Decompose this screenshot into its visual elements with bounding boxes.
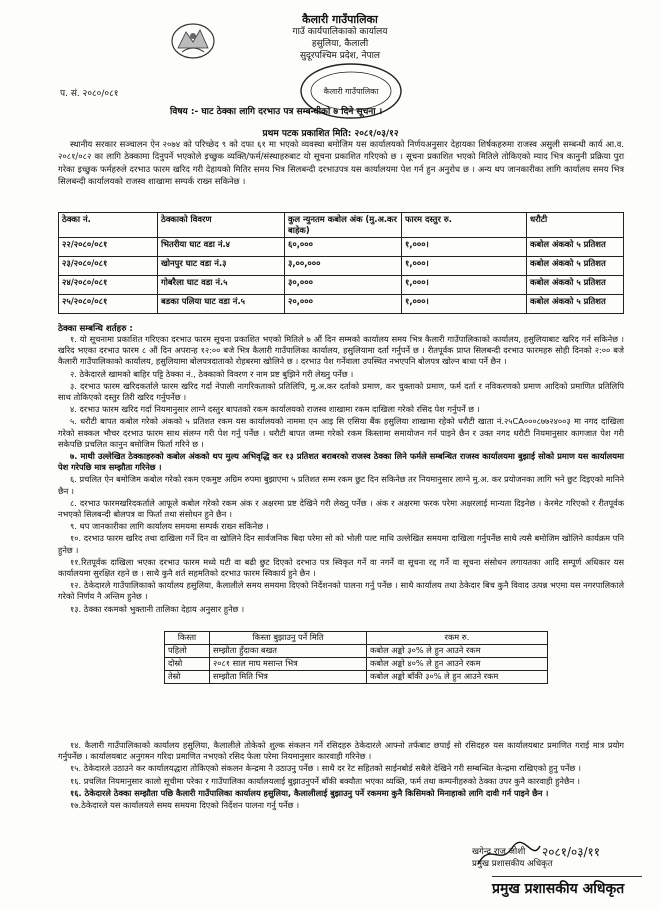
- table-cell: गोबरैला घाट वडा नं.५: [158, 276, 285, 295]
- payment-table-header: [165, 632, 548, 645]
- table-cell: १,०००।: [402, 238, 527, 257]
- province-name: सुदूरपश्चिम प्रदेश, नेपाल: [299, 51, 381, 61]
- condition-item: ३. दरभाउ फारम खरिदकर्ताले फारम खरिद गर्दा नेपाली नागरिकताको प्रतिलिपि, मु.अ.कर दर्ताको प्रमाण, कर चुक्ताको प्रमाण, फर्म दर्ता र नविकरणको प्रमाण आदिको प्रमाणित प्रतिलिपि साथ तोकिएको दस्तुर तिरी खरिद गर्नुपर्नेछ ।: [58, 380, 624, 403]
- condition-item: १०. दरभाउ फारम खरिद तथा दाखिला गर्ने दिन वा खोलिने दिन सार्वजनिक बिदा परेमा सो को भोली पल्ट माथि उल्लेखित समयमा दाखिला गर्नुपर्नेछ साथै त्यसै बमोजिम खोलिने कार्यक्रम पनि हुनेछ ।: [58, 533, 624, 555]
- office-name: गाउँ कार्यपालिकाको कार्यालय: [292, 27, 388, 37]
- condition-item: १. यो सूचनामा प्रकाशित गरिएका दरभाउ फारम सूचना प्रकाशित भएको मितिले ७ औं दिन सम्मको कार्यालय समय भित्र कैलारी गाउँपालिकाको कार्यालय, हसुलियाबाट खरिद गर्न सकिनेछ । खरिद भएका दरभाउ फारम ८ औं दिन अपरान्ह १२:०० बजे भित्र कैलारी गाउँपालिका कार्यालय, हसुलियामा दर्ता गर्नुपर्ने छ । रीतपूर्वक प्राप्त सिलबन्दी दरभाउ फारमहरु सोही दिनको २:०० बजे कैलारी गाउँपालिकाको कार्यालय, हसुलियामा बोलपत्रदाताको रोहबरमा खोलिने छ । दरभाउ पेश गर्नेवाला उपस्थित नभएपनि बोलपत्र खोल्न बाधा पर्ने छैन ।: [58, 334, 624, 367]
- condition-item: ९. थप जानकारीका लागि कार्यालय समयमा सम्पर्क राख्न सकिनेछ ।: [70, 521, 269, 532]
- condition-item: १६. प्रचलित नियमानुसार कालो सूचीमा परेका र गाउँपालिका कार्यालयलाई बुझाउनुपर्ने बाँकी बक्यौता भएका व्यक्ति, फर्म तथा कम्पनीहरुको ठेक्का उपर कुनै कारवाही हुनेछैन ।: [70, 775, 580, 786]
- table-cell: कबोल अङ्को बाँकी ३०% ले हुन आउने रकम: [367, 671, 548, 684]
- payment-schedule-table: [164, 631, 548, 684]
- column-header: कुल न्युनतम कबोल अंक (मु.अ.कर बाहेक): [285, 213, 402, 238]
- table-cell: १,०००।: [402, 295, 527, 314]
- table-cell: २०८१ साल माघ मसान्त भित्र: [210, 658, 367, 671]
- table-cell: ६०,०००: [285, 238, 402, 257]
- designation-stamp: प्रमुख प्रशासकीय अधिकृत: [492, 876, 642, 909]
- reference-number: प. सं. २०८०/०८१: [60, 89, 119, 99]
- subject-line: विषय :- घाट ठेक्का लागि दरभाउ पत्र सम्बन्धीको ७ दिने सूचना ।: [170, 107, 383, 117]
- condition-item: ७. माथी उल्लेखित ठेक्काहरुको कबोल अंकको थप मुल्य अभिवृद्धि कर १३ प्रतिशत बराबरको राजस्व ठेक्का लिने फर्मले सम्बन्धित राजस्व कार्यालयमा बुझाई सोको प्रमाण यस कार्यालयमा पेश गरेपछि मात्र सम्झौता गरिनेछ ।: [58, 451, 624, 473]
- condition-item: १३. ठेक्का रकमको भुक्तानी तालिका देहाय अनुसार हुनेछ ।: [70, 603, 245, 614]
- table-cell: बडका पलिया घाट वडा नं.५: [158, 295, 285, 314]
- conditions-list: [58, 334, 624, 616]
- municipality-name: कैलारी गाउँपालिका: [302, 13, 378, 26]
- conditions-list-continued: [58, 740, 624, 812]
- table-cell: भितरीया घाट वडा नं.४: [158, 238, 285, 257]
- condition-item: १२. ठेकेदारले गाउँपालिकाको कार्यालय हसुलिया, कैलालीले समय समयमा दिएको निर्देशनको पालना गर्नु पर्नेछ । साथै कार्यालय तथा ठेकेदार बिच कुनै विवाद उत्पन्न भएमा यस नगरपालिकाले गरेको निर्णय नै अन्तिम हुनेछ ।: [58, 580, 624, 602]
- table-cell: सम्झौता हुँदाका बखत: [210, 645, 367, 658]
- stamp-text: कैलारी गाउँपालिका: [323, 87, 379, 96]
- condition-item: २. ठेकेदारले खामको बाहिर पट्टि ठेक्का नं., ठेक्काको विवरण र नाम प्रष्ट बुझिने गरी लेख्नु पर्नेछ ।: [70, 368, 354, 379]
- signature-date: २०८१/०३/११: [542, 845, 601, 859]
- contract-table-header: [59, 213, 624, 238]
- condition-item: ४. दरभाउ फारम खरिद गर्दा नियमानुसार लाग्ने दस्तुर बापतको रकम कार्यालयको राजस्व शाखामा रकम दाखिला गरेको रसिद पेश गर्नुपर्ने छ ।: [70, 404, 480, 415]
- table-cell: पहिलो: [165, 645, 210, 658]
- publication-date: प्रथम पटक प्रकाशित मिति: २०८१/०३/१२: [262, 129, 399, 139]
- condition-item: १५. ठेकेदारले उठाउने कर कार्यालयद्धारा तोकिएको संकलन केन्द्रमा नै उठाउनु पर्नेछ । साथै दर रेट सहितको साईनबोर्ड सबैले देखिने गरी सम्बन्धित केन्द्रमा राखिएको हुनु पर्नेछ ।: [70, 763, 581, 774]
- column-header: किस्ता: [165, 632, 210, 645]
- condition-item: ६. प्रचलित ऐन बमोजिम कबोल गरेको रकम एकमुष्ट अग्रिम रुपमा बुझाएमा ५ प्रतिशत सम्म रकम छुट दिन सकिनेछ तर नियमानुसार लाग्ने मु.अ. कर प्रयोजनका लागि भने छुट दिइएको मानिने छैन ।: [58, 474, 624, 496]
- column-header: फारम दस्तुर रु.: [402, 213, 527, 238]
- column-header: किस्ता बुझाउनु पर्ने मिति: [210, 632, 367, 645]
- condition-item: ११.रितपूर्वक दाखिला भएका दरभाउ फारम मध्ये घटी वा बढी छुट दिएको दरभाउ पत्र स्विकृत गर्ने वा नगर्ने वा सूचना रद्द गर्ने वा सूचना संसोधन लगायतका आदि सम्पूर्ण अधिकार यस कार्यालयमा सुरक्षित रहने छ । साथै कुनै शर्त सहमतिको दरभाउ फारम स्विकार्य हुने छैन ।: [58, 556, 624, 579]
- letterhead: [170, 14, 510, 62]
- condition-item: १४. कैलारी गाउँपालिकाको कार्यालय हसुलिया, कैलालीले तोकेको शुल्क संकलन गर्ने रसिदहरु ठेकेदारले आफ्नो तर्फबाट छपाई सो रसिदहरु यस कार्यालयबाट प्रमाणित गराई मात्र प्रयोग गर्नुपर्नेछ । कार्यालयबाट अनुगमन गरिदा प्रमाणित नभएको रसिद फेला परेमा नियमानुसार कारवाही गरिनेछ ।: [58, 740, 624, 762]
- table-cell: दोस्रो: [165, 658, 210, 671]
- table-row: [59, 295, 624, 314]
- table-cell: ३,००,०००: [285, 257, 402, 276]
- table-cell: कबोल अंकको ५ प्रतिशत: [527, 276, 624, 295]
- table-cell: कबोल अंकको ५ प्रतिशत: [527, 238, 624, 257]
- table-cell: २३/२०८०/०८१: [59, 257, 158, 276]
- table-row: [59, 276, 624, 295]
- column-header: ठेक्काको विवरण: [158, 213, 285, 238]
- table-cell: २४/२०८०/०८१: [59, 276, 158, 295]
- intro-paragraph: स्थानीय सरकार सञ्चालन ऐन २०७४ को परिच्छेद ९ को दफा ६१ मा भएको व्यवस्था बमोजिम यस कार्यालयको निर्णयअनुसार देहायका शिर्षकहरुमा राजस्व असुली सम्बन्धी कार्य आ.व. २०८१/०८२ का लागि ठेक्कामा दिनुपर्ने भएकोले इच्छुक व्यक्ति/फर्म/संस्थाहरुबाट यो सूचना प्रकाशित गरिएको छ । सूचना प्रकाशित भएको मितिले तोकिएको म्याद भित्र कानुनी प्रक्रिया पुरा गरेका इच्छुक फर्महरुले दरभाउ फारम खरिद गरी देहायको मितिर समय भित्र सिलबन्दी दरभाउपत्र यस कार्यालयमा पेश गर्न हुन अनुरोध छ । अन्य थप जानकारीका लागि कार्यालय समय भित्र सिलबन्दी कार्यालयको राजस्व शाखामा सम्पर्क राख्न सकिनेछ ।: [58, 139, 624, 187]
- table-cell: २५/२०८०/०८१: [59, 295, 158, 314]
- table-cell: ३०,०००: [285, 276, 402, 295]
- column-header: रकम रु.: [367, 632, 548, 645]
- condition-item: १७.ठेकेदारले यस कार्यालयले समय समयमा दिएको निर्देशन पालना गर्नु पर्नेछ ।: [70, 800, 300, 811]
- column-header: धरौटी: [527, 213, 624, 238]
- table-cell: २०,०००: [285, 295, 402, 314]
- column-header: ठेक्का नं.: [59, 213, 158, 238]
- office-place: हसुलिया, कैलाली: [311, 39, 369, 49]
- table-cell: तेस्रो: [165, 671, 210, 684]
- table-cell: कबोल अंकको ५ प्रतिशत: [527, 295, 624, 314]
- contract-table: [58, 212, 624, 314]
- table-cell: खोनपुर घाट वडा नं.३: [158, 257, 285, 276]
- table-row: [59, 257, 624, 276]
- table-row: [59, 238, 624, 257]
- table-cell: कबोल अङ्को ४०% ले हुन आउने रकम: [367, 658, 548, 671]
- table-cell: १,०००।: [402, 276, 527, 295]
- signatory-name: खगेन्द्र राज जोशी: [472, 847, 526, 857]
- table-cell: कबोल अंकको ५ प्रतिशत: [527, 257, 624, 276]
- condition-item: १६. ठेकेदारले ठेक्का सम्झौता पछि कैलारी गाउँपालिका कार्यालय हसुलिया, कैलालीलाई बुझाउनु पर्ने रकममा कुनै किसिमको मिनाहाको लागि दावी गर्न पाइने छैन ।: [70, 787, 549, 798]
- table-row: [165, 658, 548, 671]
- table-row: [165, 671, 548, 684]
- signatory-title: प्रमुख प्रशासकीय अधिकृत: [472, 859, 553, 869]
- table-cell: सम्झौता मिति भित्र: [210, 671, 367, 684]
- table-row: [165, 645, 548, 658]
- condition-item: ८. दरभाउ फारमखरिदकर्ताले आफूले कबोल गरेको रकम अंक र अक्षरमा प्रष्ट देखिने गरी लेख्नु पर्नेछ । अंक र अक्षरमा फरक परेमा अक्षरलाई मान्यता दिइनेछ । केरमेट गरिएको र रीतपूर्वक नभएको सिलबन्दी बोलपत्र वा फिर्ता तथा संसोधन हुने छैन ।: [58, 497, 624, 520]
- condition-item: ५. धरौटी बापत कबोल गरेको अंकको ५ प्रतिशत रकम यस कार्यालयको नाममा एन आइ सि एसिया बैंक हसुलिया शाखामा रहेको धरौटी खाता नं.२५CA०००८७७२४००३ मा नगद दाखिला गरेको सक्कल भौचर दरभाउ फारम साथ संलग्न गरी पेश गर्नु पर्नेछ । धरौटी बापत जम्मा गरेको रकम किस्तामा समायोजन गर्न पाइने छैन र उक्त नगद धरौटी नियमानुसार कागजात पेश गरी सकेपछि प्रचलित कानुन बमोजिम फिर्ता गरिने छ ।: [58, 416, 624, 449]
- table-cell: २२/२०८०/०८१: [59, 238, 158, 257]
- table-cell: कबोल अङ्को ३०% ले हुन आउने रकम: [367, 645, 548, 658]
- conditions-heading: ठेक्का सम्बन्धि शर्तहरु :: [58, 324, 133, 334]
- table-cell: १,०००।: [402, 257, 527, 276]
